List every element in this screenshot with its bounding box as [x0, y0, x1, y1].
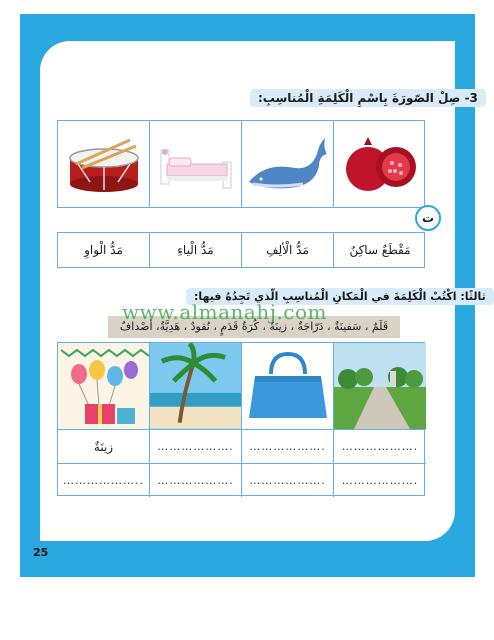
whale-image: [245, 132, 331, 196]
page-number: 25: [33, 546, 49, 559]
answer-word-zeena: زينَةٌ: [93, 439, 114, 454]
label-cell-waw: [58, 233, 149, 267]
label-cell-alif: [241, 233, 333, 267]
image-cell-pomegranate: [333, 121, 426, 207]
blank-line: ……………….: [341, 440, 419, 453]
section-third-grid: [57, 342, 425, 496]
label-cell-ya: [149, 233, 241, 267]
section3-label-grid: [57, 232, 425, 268]
section3-title: 3- صِلْ الصّورَةَ بِاسْمِ الْكَلِمَةِ الْمُناسِبِ:: [250, 89, 486, 107]
bed-image: [155, 136, 237, 192]
image-cell-drum: [58, 121, 149, 207]
blue-handbag-image: [245, 350, 331, 422]
watermark: www.almanahj.com: [122, 300, 328, 324]
blank-line: ……………….: [341, 474, 419, 487]
answer-cell-2-1[interactable]: [58, 463, 149, 497]
answer-cell-1-3[interactable]: [241, 429, 333, 463]
blank-line: ………………..: [63, 474, 144, 487]
answer-cell-2-4[interactable]: [333, 463, 426, 497]
blank-line: ……………….: [249, 440, 326, 453]
answer-cell-2-3[interactable]: [241, 463, 333, 497]
section3-image-grid: [57, 120, 425, 208]
image-cell-garden: [333, 343, 426, 429]
label-cell-sakin: [333, 233, 426, 267]
garden-path-image: [334, 343, 426, 429]
label-madd-ya: مَدُّ الْياءِ: [177, 243, 214, 257]
drum-image: [64, 134, 144, 194]
answer-cell-1-2[interactable]: [149, 429, 241, 463]
image-cell-bed: [149, 121, 241, 207]
label-maqta-sakin: مَقْطَعٌ ساكِنٌ: [349, 243, 411, 257]
party-balloons-image: [59, 344, 149, 428]
label-madd-waw: مَدُّ الْواوِ: [84, 243, 123, 257]
answer-cell-1-4[interactable]: [333, 429, 426, 463]
image-cell-whale: [241, 121, 333, 207]
answer-cell-1-1: [58, 429, 149, 463]
image-cell-handbag: [241, 343, 333, 429]
pomegranate-image: [338, 131, 422, 197]
image-cell-party: [58, 343, 149, 429]
word-bank: قَلَمٌ ، سَفينَةٌ ، دَرّاجَةٌ ، زينَةٌ ، كُرَةُ قَدَمٍ ، نُقودٌ ، هَدِيَّةٌ، أصْدافٌ: [108, 316, 400, 338]
label-madd-alif: مَدُّ الْألِفِ: [266, 243, 309, 257]
blank-line: ……………….: [157, 440, 234, 453]
blank-line: ……………….: [157, 474, 234, 487]
image-cell-beach: [149, 343, 241, 429]
blank-line: ……………….: [249, 474, 326, 487]
section-third-title: ثالثًا: اكْتُبْ الْكَلِمَةَ في الْمَكانِ الْمُناسِبِ الّذي تَجِدُهُ فيها:: [186, 288, 494, 305]
letter-badge: ت: [415, 205, 441, 231]
beach-palm-image: [150, 343, 241, 429]
answer-cell-2-2[interactable]: [149, 463, 241, 497]
